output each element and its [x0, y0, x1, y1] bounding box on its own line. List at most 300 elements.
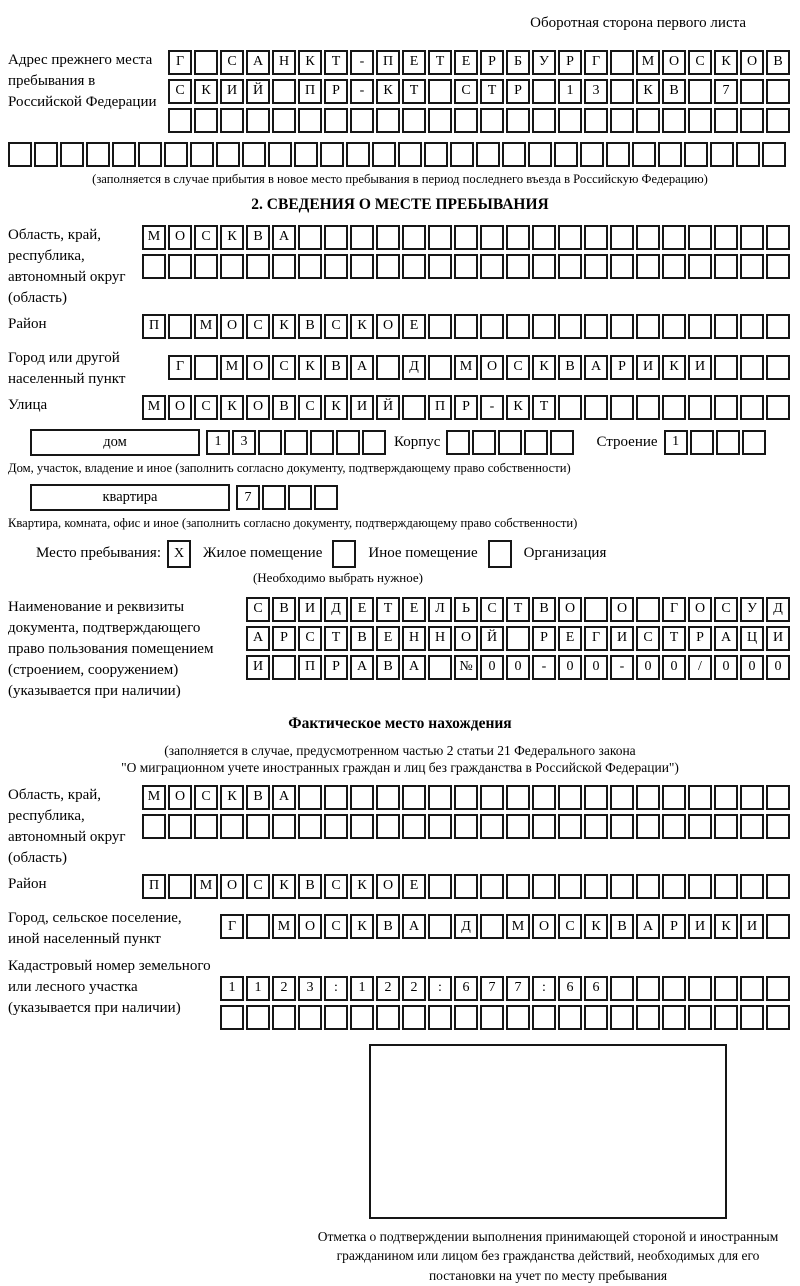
char-box[interactable]: 7	[236, 485, 260, 510]
char-box[interactable]	[428, 914, 452, 939]
char-box[interactable]	[714, 225, 738, 250]
char-box[interactable]	[320, 142, 344, 167]
char-box[interactable]	[428, 79, 452, 104]
char-box[interactable]: А	[714, 626, 738, 651]
checkbox-residential[interactable]: X	[167, 540, 191, 568]
char-box[interactable]	[688, 976, 712, 1001]
char-box[interactable]: О	[454, 626, 478, 651]
char-box[interactable]: О	[480, 355, 504, 380]
char-box[interactable]: О	[558, 597, 582, 622]
char-box[interactable]: А	[272, 225, 296, 250]
char-box[interactable]	[324, 814, 348, 839]
char-box[interactable]: С	[324, 914, 348, 939]
char-box[interactable]	[662, 785, 686, 810]
char-box[interactable]	[610, 785, 634, 810]
char-box[interactable]: Н	[272, 50, 296, 75]
char-box[interactable]	[610, 976, 634, 1001]
char-box[interactable]	[220, 254, 244, 279]
char-box[interactable]: Р	[558, 50, 582, 75]
char-box[interactable]	[376, 225, 400, 250]
char-box[interactable]	[636, 1005, 660, 1030]
char-box[interactable]: С	[480, 597, 504, 622]
char-box[interactable]: 0	[740, 655, 764, 680]
char-box[interactable]	[506, 254, 530, 279]
char-box[interactable]: 2	[402, 976, 426, 1001]
char-box[interactable]: Е	[376, 626, 400, 651]
char-box[interactable]	[350, 108, 374, 133]
char-box[interactable]	[480, 1005, 504, 1030]
char-box[interactable]	[298, 785, 322, 810]
char-box[interactable]: М	[272, 914, 296, 939]
char-box[interactable]	[532, 785, 556, 810]
char-box[interactable]: К	[584, 914, 608, 939]
char-box[interactable]: В	[766, 50, 790, 75]
char-box[interactable]	[558, 874, 582, 899]
char-box[interactable]: Ь	[454, 597, 478, 622]
char-box[interactable]	[662, 874, 686, 899]
char-box[interactable]: К	[350, 314, 374, 339]
char-box[interactable]	[424, 142, 448, 167]
char-box[interactable]: С	[194, 225, 218, 250]
char-box[interactable]	[258, 430, 282, 455]
char-box[interactable]: С	[246, 314, 270, 339]
char-box[interactable]	[246, 914, 270, 939]
char-box[interactable]	[362, 430, 386, 455]
char-box[interactable]: С	[298, 395, 322, 420]
char-box[interactable]	[766, 355, 790, 380]
char-box[interactable]: У	[740, 597, 764, 622]
char-box[interactable]: -	[610, 655, 634, 680]
char-box[interactable]	[480, 314, 504, 339]
char-box[interactable]: 0	[714, 655, 738, 680]
char-box[interactable]	[714, 395, 738, 420]
char-box[interactable]	[584, 814, 608, 839]
char-box[interactable]: Р	[532, 626, 556, 651]
char-box[interactable]: Т	[324, 626, 348, 651]
char-box[interactable]	[498, 430, 522, 455]
char-box[interactable]	[506, 814, 530, 839]
char-box[interactable]: А	[246, 50, 270, 75]
char-box[interactable]: Б	[506, 50, 530, 75]
char-box[interactable]: О	[662, 50, 686, 75]
char-box[interactable]	[610, 395, 634, 420]
char-box[interactable]: Р	[662, 914, 686, 939]
char-box[interactable]	[272, 814, 296, 839]
char-box[interactable]: Г	[168, 50, 192, 75]
char-box[interactable]: О	[688, 597, 712, 622]
char-box[interactable]	[766, 395, 790, 420]
char-box[interactable]	[272, 79, 296, 104]
char-box[interactable]: П	[142, 314, 166, 339]
char-box[interactable]	[636, 108, 660, 133]
char-box[interactable]: 7	[714, 79, 738, 104]
char-box[interactable]	[636, 976, 660, 1001]
char-box[interactable]: Е	[402, 50, 426, 75]
char-box[interactable]: С	[714, 597, 738, 622]
char-box[interactable]: Г	[168, 355, 192, 380]
char-box[interactable]	[402, 254, 426, 279]
char-box[interactable]: В	[298, 874, 322, 899]
char-box[interactable]: Н	[402, 626, 426, 651]
char-box[interactable]	[766, 254, 790, 279]
char-box[interactable]	[714, 254, 738, 279]
char-box[interactable]	[402, 395, 426, 420]
char-box[interactable]: А	[350, 655, 374, 680]
char-box[interactable]: -	[350, 79, 374, 104]
char-box[interactable]	[558, 1005, 582, 1030]
char-box[interactable]: К	[532, 355, 556, 380]
char-box[interactable]	[480, 785, 504, 810]
char-box[interactable]	[454, 1005, 478, 1030]
char-box[interactable]: 0	[636, 655, 660, 680]
char-box[interactable]: О	[246, 395, 270, 420]
char-box[interactable]	[376, 785, 400, 810]
char-box[interactable]: Й	[376, 395, 400, 420]
char-box[interactable]: -	[350, 50, 374, 75]
char-box[interactable]: М	[142, 395, 166, 420]
char-box[interactable]: В	[324, 355, 348, 380]
char-box[interactable]: В	[532, 597, 556, 622]
char-box[interactable]: 6	[584, 976, 608, 1001]
char-box[interactable]: С	[558, 914, 582, 939]
char-box[interactable]: 3	[298, 976, 322, 1001]
char-box[interactable]: 0	[558, 655, 582, 680]
char-box[interactable]: Н	[428, 626, 452, 651]
char-box[interactable]	[636, 225, 660, 250]
char-box[interactable]: М	[454, 355, 478, 380]
char-box[interactable]: С	[298, 626, 322, 651]
char-box[interactable]: Ц	[740, 626, 764, 651]
char-box[interactable]: 3	[584, 79, 608, 104]
char-box[interactable]	[298, 108, 322, 133]
char-box[interactable]: Д	[454, 914, 478, 939]
char-box[interactable]	[662, 1005, 686, 1030]
char-box[interactable]	[524, 430, 548, 455]
char-box[interactable]: Е	[402, 314, 426, 339]
char-box[interactable]: М	[142, 225, 166, 250]
char-box[interactable]: №	[454, 655, 478, 680]
char-box[interactable]	[506, 626, 530, 651]
char-box[interactable]	[142, 814, 166, 839]
char-box[interactable]: -	[480, 395, 504, 420]
char-box[interactable]	[272, 655, 296, 680]
char-box[interactable]	[766, 225, 790, 250]
char-box[interactable]	[324, 1005, 348, 1030]
char-box[interactable]	[298, 225, 322, 250]
char-box[interactable]	[636, 254, 660, 279]
char-box[interactable]	[740, 254, 764, 279]
char-box[interactable]: К	[662, 355, 686, 380]
char-box[interactable]: О	[532, 914, 556, 939]
char-box[interactable]	[690, 430, 714, 455]
char-box[interactable]: Г	[220, 914, 244, 939]
char-box[interactable]: 2	[272, 976, 296, 1001]
char-box[interactable]: Р	[324, 655, 348, 680]
char-box[interactable]	[454, 108, 478, 133]
char-box[interactable]	[714, 976, 738, 1001]
char-box[interactable]: К	[506, 395, 530, 420]
char-box[interactable]: О	[220, 874, 244, 899]
char-box[interactable]	[558, 254, 582, 279]
char-box[interactable]: О	[246, 355, 270, 380]
char-box[interactable]: И	[298, 597, 322, 622]
char-box[interactable]	[272, 1005, 296, 1030]
char-box[interactable]	[766, 874, 790, 899]
char-box[interactable]: М	[142, 785, 166, 810]
char-box[interactable]: Т	[428, 50, 452, 75]
char-box[interactable]: О	[376, 874, 400, 899]
char-box[interactable]: У	[532, 50, 556, 75]
char-box[interactable]	[168, 254, 192, 279]
char-box[interactable]	[688, 254, 712, 279]
char-box[interactable]: И	[610, 626, 634, 651]
char-box[interactable]	[454, 814, 478, 839]
char-box[interactable]	[376, 108, 400, 133]
char-box[interactable]	[138, 142, 162, 167]
char-box[interactable]	[662, 254, 686, 279]
char-box[interactable]	[428, 225, 452, 250]
char-box[interactable]	[164, 142, 188, 167]
char-box[interactable]: К	[298, 355, 322, 380]
char-box[interactable]	[480, 874, 504, 899]
char-box[interactable]	[324, 108, 348, 133]
char-box[interactable]: 1	[664, 430, 688, 455]
char-box[interactable]: С	[506, 355, 530, 380]
char-box[interactable]: :	[532, 976, 556, 1001]
char-box[interactable]: К	[636, 79, 660, 104]
char-box[interactable]: М	[636, 50, 660, 75]
char-box[interactable]: Т	[402, 79, 426, 104]
char-box[interactable]: И	[740, 914, 764, 939]
char-box[interactable]	[584, 395, 608, 420]
char-box[interactable]	[402, 1005, 426, 1030]
char-box[interactable]	[580, 142, 604, 167]
char-box[interactable]: Р	[454, 395, 478, 420]
char-box[interactable]: К	[298, 50, 322, 75]
char-box[interactable]: Д	[766, 597, 790, 622]
char-box[interactable]: А	[350, 355, 374, 380]
char-box[interactable]	[636, 314, 660, 339]
char-box[interactable]	[766, 314, 790, 339]
char-box[interactable]: И	[220, 79, 244, 104]
char-box[interactable]	[506, 108, 530, 133]
char-box[interactable]: О	[298, 914, 322, 939]
char-box[interactable]	[480, 225, 504, 250]
char-box[interactable]	[402, 785, 426, 810]
char-box[interactable]	[740, 1005, 764, 1030]
char-box[interactable]	[246, 814, 270, 839]
char-box[interactable]	[584, 597, 608, 622]
char-box[interactable]: Е	[454, 50, 478, 75]
char-box[interactable]: :	[324, 976, 348, 1001]
char-box[interactable]	[714, 355, 738, 380]
char-box[interactable]: К	[194, 79, 218, 104]
char-box[interactable]	[584, 225, 608, 250]
char-box[interactable]	[740, 814, 764, 839]
char-box[interactable]	[532, 814, 556, 839]
char-box[interactable]: 1	[350, 976, 374, 1001]
char-box[interactable]	[740, 79, 764, 104]
char-box[interactable]: Т	[376, 597, 400, 622]
char-box[interactable]	[246, 108, 270, 133]
char-box[interactable]	[610, 50, 634, 75]
char-box[interactable]	[298, 254, 322, 279]
char-box[interactable]: Т	[324, 50, 348, 75]
char-box[interactable]	[736, 142, 760, 167]
char-box[interactable]	[584, 254, 608, 279]
char-box[interactable]	[762, 142, 786, 167]
char-box[interactable]	[636, 785, 660, 810]
char-box[interactable]: И	[688, 914, 712, 939]
char-box[interactable]	[428, 785, 452, 810]
char-box[interactable]	[298, 814, 322, 839]
char-box[interactable]	[558, 108, 582, 133]
char-box[interactable]: П	[376, 50, 400, 75]
char-box[interactable]: И	[636, 355, 660, 380]
char-box[interactable]	[766, 1005, 790, 1030]
char-box[interactable]	[376, 254, 400, 279]
char-box[interactable]	[428, 355, 452, 380]
char-box[interactable]	[688, 79, 712, 104]
char-box[interactable]	[480, 814, 504, 839]
char-box[interactable]: С	[194, 785, 218, 810]
char-box[interactable]	[662, 314, 686, 339]
char-box[interactable]	[450, 142, 474, 167]
char-box[interactable]: Т	[480, 79, 504, 104]
char-box[interactable]: 1	[206, 430, 230, 455]
char-box[interactable]	[194, 254, 218, 279]
char-box[interactable]	[310, 430, 334, 455]
char-box[interactable]: О	[168, 225, 192, 250]
char-box[interactable]	[502, 142, 526, 167]
house-name-box[interactable]: дом	[30, 429, 200, 456]
char-box[interactable]	[710, 142, 734, 167]
char-box[interactable]	[610, 1005, 634, 1030]
char-box[interactable]	[294, 142, 318, 167]
char-box[interactable]	[714, 108, 738, 133]
char-box[interactable]	[262, 485, 286, 510]
char-box[interactable]	[194, 355, 218, 380]
char-box[interactable]	[766, 814, 790, 839]
char-box[interactable]	[550, 430, 574, 455]
char-box[interactable]: 0	[506, 655, 530, 680]
char-box[interactable]: В	[272, 597, 296, 622]
char-box[interactable]	[324, 254, 348, 279]
char-box[interactable]	[610, 225, 634, 250]
char-box[interactable]: Л	[428, 597, 452, 622]
char-box[interactable]: К	[220, 395, 244, 420]
char-box[interactable]	[532, 1005, 556, 1030]
char-box[interactable]: Р	[480, 50, 504, 75]
char-box[interactable]	[584, 314, 608, 339]
char-box[interactable]: 6	[454, 976, 478, 1001]
char-box[interactable]	[688, 314, 712, 339]
char-box[interactable]	[766, 914, 790, 939]
char-box[interactable]	[372, 142, 396, 167]
char-box[interactable]: П	[428, 395, 452, 420]
char-box[interactable]	[716, 430, 740, 455]
char-box[interactable]	[740, 108, 764, 133]
char-box[interactable]	[402, 814, 426, 839]
char-box[interactable]	[350, 254, 374, 279]
char-box[interactable]: В	[610, 914, 634, 939]
char-box[interactable]	[532, 254, 556, 279]
char-box[interactable]: В	[662, 79, 686, 104]
char-box[interactable]	[610, 814, 634, 839]
char-box[interactable]	[428, 314, 452, 339]
char-box[interactable]: Й	[480, 626, 504, 651]
char-box[interactable]	[636, 814, 660, 839]
char-box[interactable]	[714, 814, 738, 839]
char-box[interactable]	[662, 976, 686, 1001]
char-box[interactable]	[402, 108, 426, 133]
char-box[interactable]	[610, 874, 634, 899]
char-box[interactable]	[610, 254, 634, 279]
char-box[interactable]: К	[220, 785, 244, 810]
char-box[interactable]: А	[272, 785, 296, 810]
char-box[interactable]: В	[246, 225, 270, 250]
char-box[interactable]	[740, 355, 764, 380]
char-box[interactable]: И	[350, 395, 374, 420]
char-box[interactable]: М	[220, 355, 244, 380]
char-box[interactable]: С	[324, 874, 348, 899]
char-box[interactable]	[284, 430, 308, 455]
char-box[interactable]	[298, 1005, 322, 1030]
char-box[interactable]	[714, 874, 738, 899]
char-box[interactable]	[766, 108, 790, 133]
char-box[interactable]: К	[324, 395, 348, 420]
char-box[interactable]: Р	[324, 79, 348, 104]
char-box[interactable]	[714, 785, 738, 810]
char-box[interactable]	[558, 314, 582, 339]
char-box[interactable]	[194, 108, 218, 133]
char-box[interactable]: О	[610, 597, 634, 622]
char-box[interactable]: И	[688, 355, 712, 380]
char-box[interactable]	[632, 142, 656, 167]
char-box[interactable]: :	[428, 976, 452, 1001]
char-box[interactable]	[688, 1005, 712, 1030]
char-box[interactable]: Т	[506, 597, 530, 622]
char-box[interactable]	[60, 142, 84, 167]
char-box[interactable]	[402, 225, 426, 250]
char-box[interactable]	[506, 874, 530, 899]
char-box[interactable]	[662, 225, 686, 250]
checkbox-other-premises[interactable]	[332, 540, 356, 568]
char-box[interactable]: И	[766, 626, 790, 651]
char-box[interactable]	[350, 225, 374, 250]
char-box[interactable]: П	[298, 79, 322, 104]
char-box[interactable]: О	[220, 314, 244, 339]
char-box[interactable]	[324, 785, 348, 810]
char-box[interactable]	[428, 1005, 452, 1030]
char-box[interactable]	[480, 914, 504, 939]
char-box[interactable]: Р	[506, 79, 530, 104]
char-box[interactable]: 6	[558, 976, 582, 1001]
char-box[interactable]	[428, 254, 452, 279]
char-box[interactable]: М	[506, 914, 530, 939]
char-box[interactable]: 0	[480, 655, 504, 680]
char-box[interactable]: /	[688, 655, 712, 680]
char-box[interactable]	[684, 142, 708, 167]
char-box[interactable]: Т	[662, 626, 686, 651]
char-box[interactable]	[528, 142, 552, 167]
char-box[interactable]: М	[194, 314, 218, 339]
char-box[interactable]: Й	[246, 79, 270, 104]
char-box[interactable]	[662, 108, 686, 133]
char-box[interactable]: С	[688, 50, 712, 75]
char-box[interactable]: 2	[376, 976, 400, 1001]
char-box[interactable]: В	[376, 655, 400, 680]
